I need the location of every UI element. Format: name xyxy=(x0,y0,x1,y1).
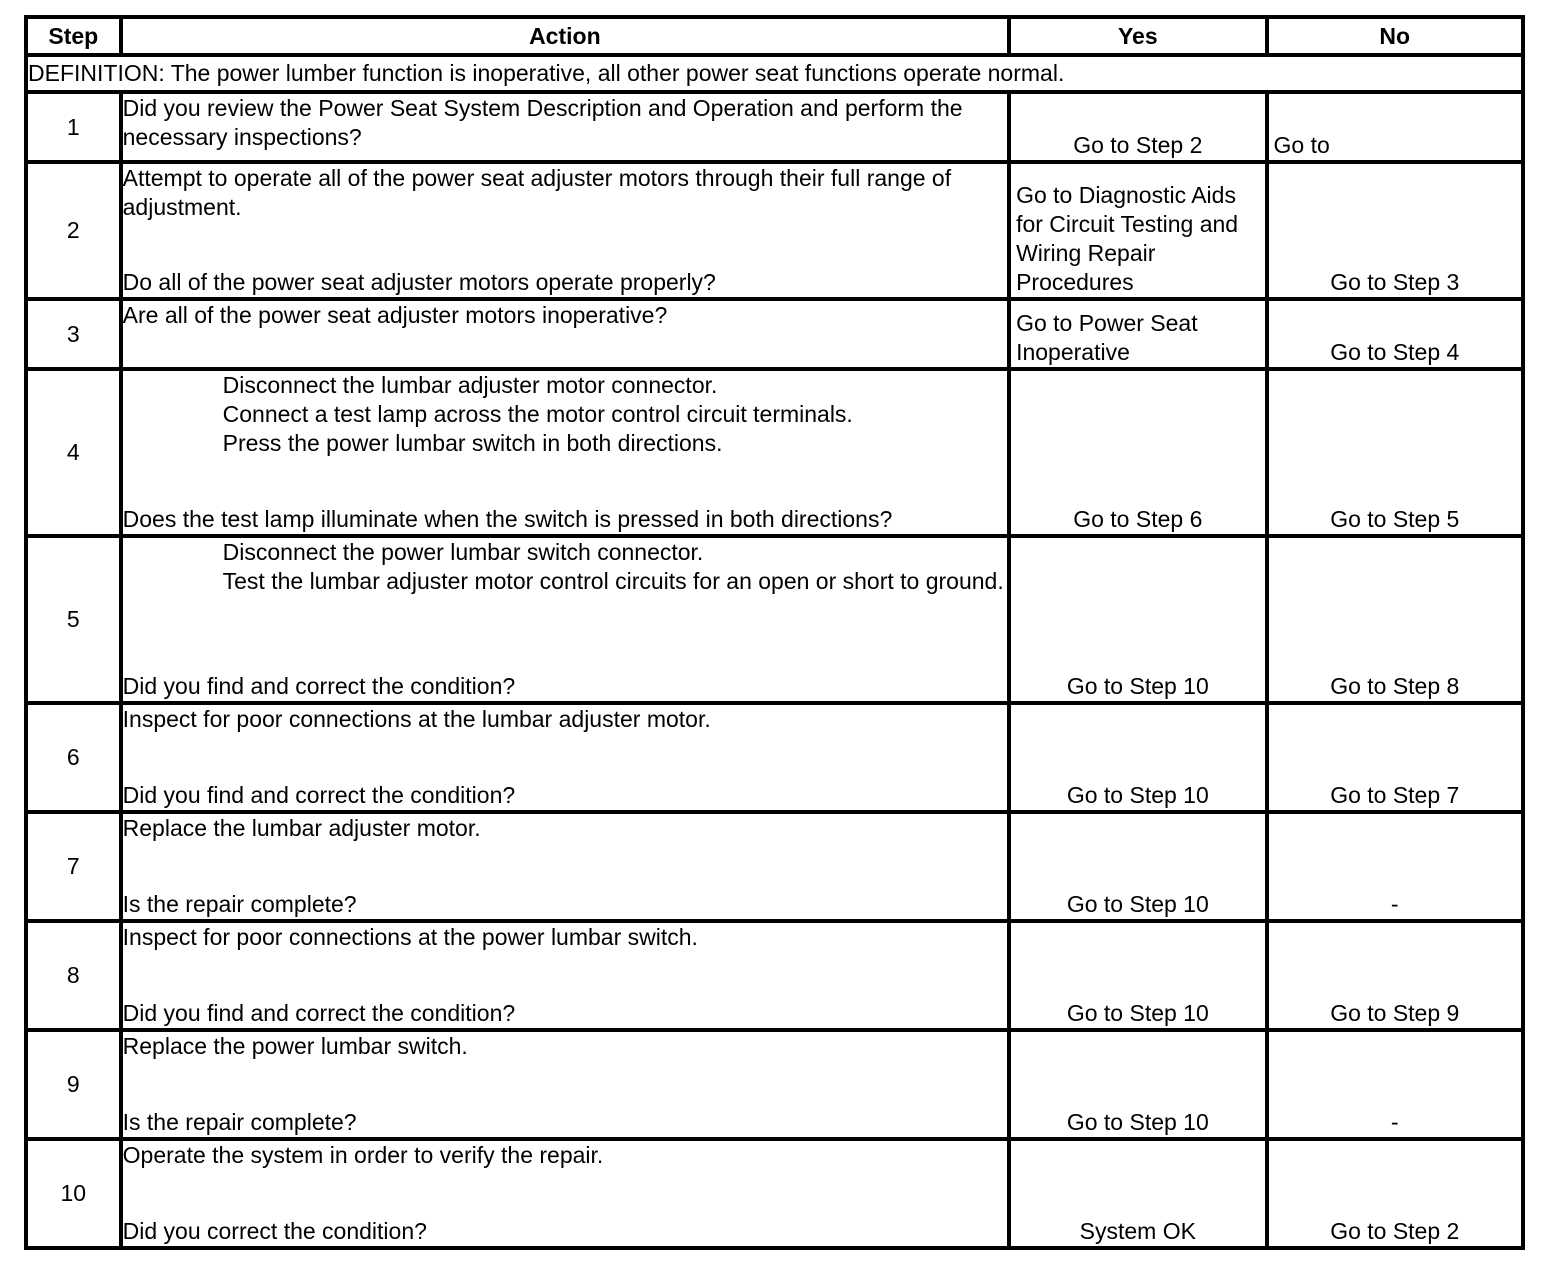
action-cell xyxy=(121,703,1009,812)
step-number: 5 xyxy=(26,536,121,703)
table-row xyxy=(26,92,1523,162)
action-cell xyxy=(121,369,1009,536)
no-cell: Go to Step 3 xyxy=(1267,162,1523,299)
instruction-item: Disconnect the lumbar adjuster motor connector. xyxy=(222,372,718,398)
no-cell: Go to xyxy=(1267,92,1523,162)
table-row xyxy=(26,369,1523,536)
yes-cell: System OK xyxy=(1009,1139,1266,1248)
no-cell: Go to Step 7 xyxy=(1267,703,1523,812)
header-row xyxy=(26,17,1523,55)
action-question: Does the test lamp illuminate when the switch is pressed in both directions? xyxy=(122,506,893,532)
table-row xyxy=(26,299,1523,369)
action-cell xyxy=(121,812,1009,921)
action-question: Is the repair complete? xyxy=(122,1109,357,1135)
yes-cell: Go to Step 10 xyxy=(1009,921,1266,1030)
step-number: 8 xyxy=(26,921,121,1030)
table-row xyxy=(26,703,1523,812)
action-question: Is the repair complete? xyxy=(122,891,357,917)
instruction-list xyxy=(123,371,1007,458)
yes-cell: Go to Step 10 xyxy=(1009,703,1266,812)
table-row xyxy=(26,812,1523,921)
action-cell xyxy=(121,1139,1009,1248)
action-cell xyxy=(121,162,1009,299)
action-question: Did you find and correct the condition? xyxy=(122,1000,516,1026)
step-number: 7 xyxy=(26,812,121,921)
table-row xyxy=(26,162,1523,299)
action-text: Replace the power lumbar switch. xyxy=(122,1033,468,1059)
step-number: 10 xyxy=(26,1139,121,1248)
instruction-item: Connect a test lamp across the motor control circuit terminals. xyxy=(222,401,853,427)
definition-text: DEFINITION: The power lumber function is inoperative, all other power seat functions operate normal. xyxy=(26,55,1523,92)
no-cell: Go to Step 2 xyxy=(1267,1139,1523,1248)
instruction-item: Disconnect the power lumbar switch connector. xyxy=(222,539,704,565)
table-row xyxy=(26,921,1523,1030)
yes-cell: Go to Step 10 xyxy=(1009,1030,1266,1139)
action-cell xyxy=(121,536,1009,703)
no-cell: Go to Step 5 xyxy=(1267,369,1523,536)
step-number: 4 xyxy=(26,369,121,536)
table-row xyxy=(26,1139,1523,1248)
header-action: Action xyxy=(121,17,1009,55)
header-step: Step xyxy=(26,17,121,55)
step-number: 9 xyxy=(26,1030,121,1139)
yes-cell: Go to Step 10 xyxy=(1009,812,1266,921)
no-cell: - xyxy=(1267,812,1523,921)
yes-cell: Go to Power Seat Inoperative xyxy=(1009,299,1266,369)
instruction-list xyxy=(123,538,1007,596)
step-number: 2 xyxy=(26,162,121,299)
table-row xyxy=(26,1030,1523,1139)
header-no: No xyxy=(1267,17,1523,55)
action-text: Replace the lumbar adjuster motor. xyxy=(122,815,481,841)
step-number: 3 xyxy=(26,299,121,369)
no-cell: Go to Step 8 xyxy=(1267,536,1523,703)
action-text: Are all of the power seat adjuster motors inoperative? xyxy=(122,302,668,328)
definition-row xyxy=(26,55,1523,92)
no-cell: - xyxy=(1267,1030,1523,1139)
action-text: Inspect for poor connections at the power lumbar switch. xyxy=(122,924,698,950)
yes-cell: Go to Step 6 xyxy=(1009,369,1266,536)
action-text: Inspect for poor connections at the lumbar adjuster motor. xyxy=(122,706,711,732)
action-text: Operate the system in order to verify the repair. xyxy=(122,1142,604,1168)
action-question: Did you correct the condition? xyxy=(122,1218,427,1244)
no-cell: Go to Step 4 xyxy=(1267,299,1523,369)
yes-cell: Go to Step 10 xyxy=(1009,536,1266,703)
instruction-item: Press the power lumbar switch in both directions. xyxy=(222,430,723,456)
yes-cell: Go to Step 2 xyxy=(1009,92,1266,162)
step-number: 6 xyxy=(26,703,121,812)
action-cell xyxy=(121,92,1009,162)
header-yes: Yes xyxy=(1009,17,1266,55)
step-number: 1 xyxy=(26,92,121,162)
action-question: Do all of the power seat adjuster motors operate properly? xyxy=(122,269,716,295)
action-cell xyxy=(121,1030,1009,1139)
table-row xyxy=(26,536,1523,703)
action-question: Did you find and correct the condition? xyxy=(122,673,516,699)
diagnostic-table xyxy=(24,15,1525,1250)
action-cell xyxy=(121,921,1009,1030)
yes-cell: Go to Diagnostic Aids for Circuit Testing and Wiring Repair Procedures xyxy=(1009,162,1266,299)
no-cell: Go to Step 9 xyxy=(1267,921,1523,1030)
action-cell xyxy=(121,299,1009,369)
action-text: Attempt to operate all of the power seat adjuster motors through their full range of adjustment. xyxy=(122,165,952,220)
action-question: Did you find and correct the condition? xyxy=(122,782,516,808)
action-text: Did you review the Power Seat System Description and Operation and perform the necessary inspections? xyxy=(122,95,963,150)
instruction-item: Test the lumbar adjuster motor control circuits for an open or short to ground. xyxy=(222,568,1004,594)
